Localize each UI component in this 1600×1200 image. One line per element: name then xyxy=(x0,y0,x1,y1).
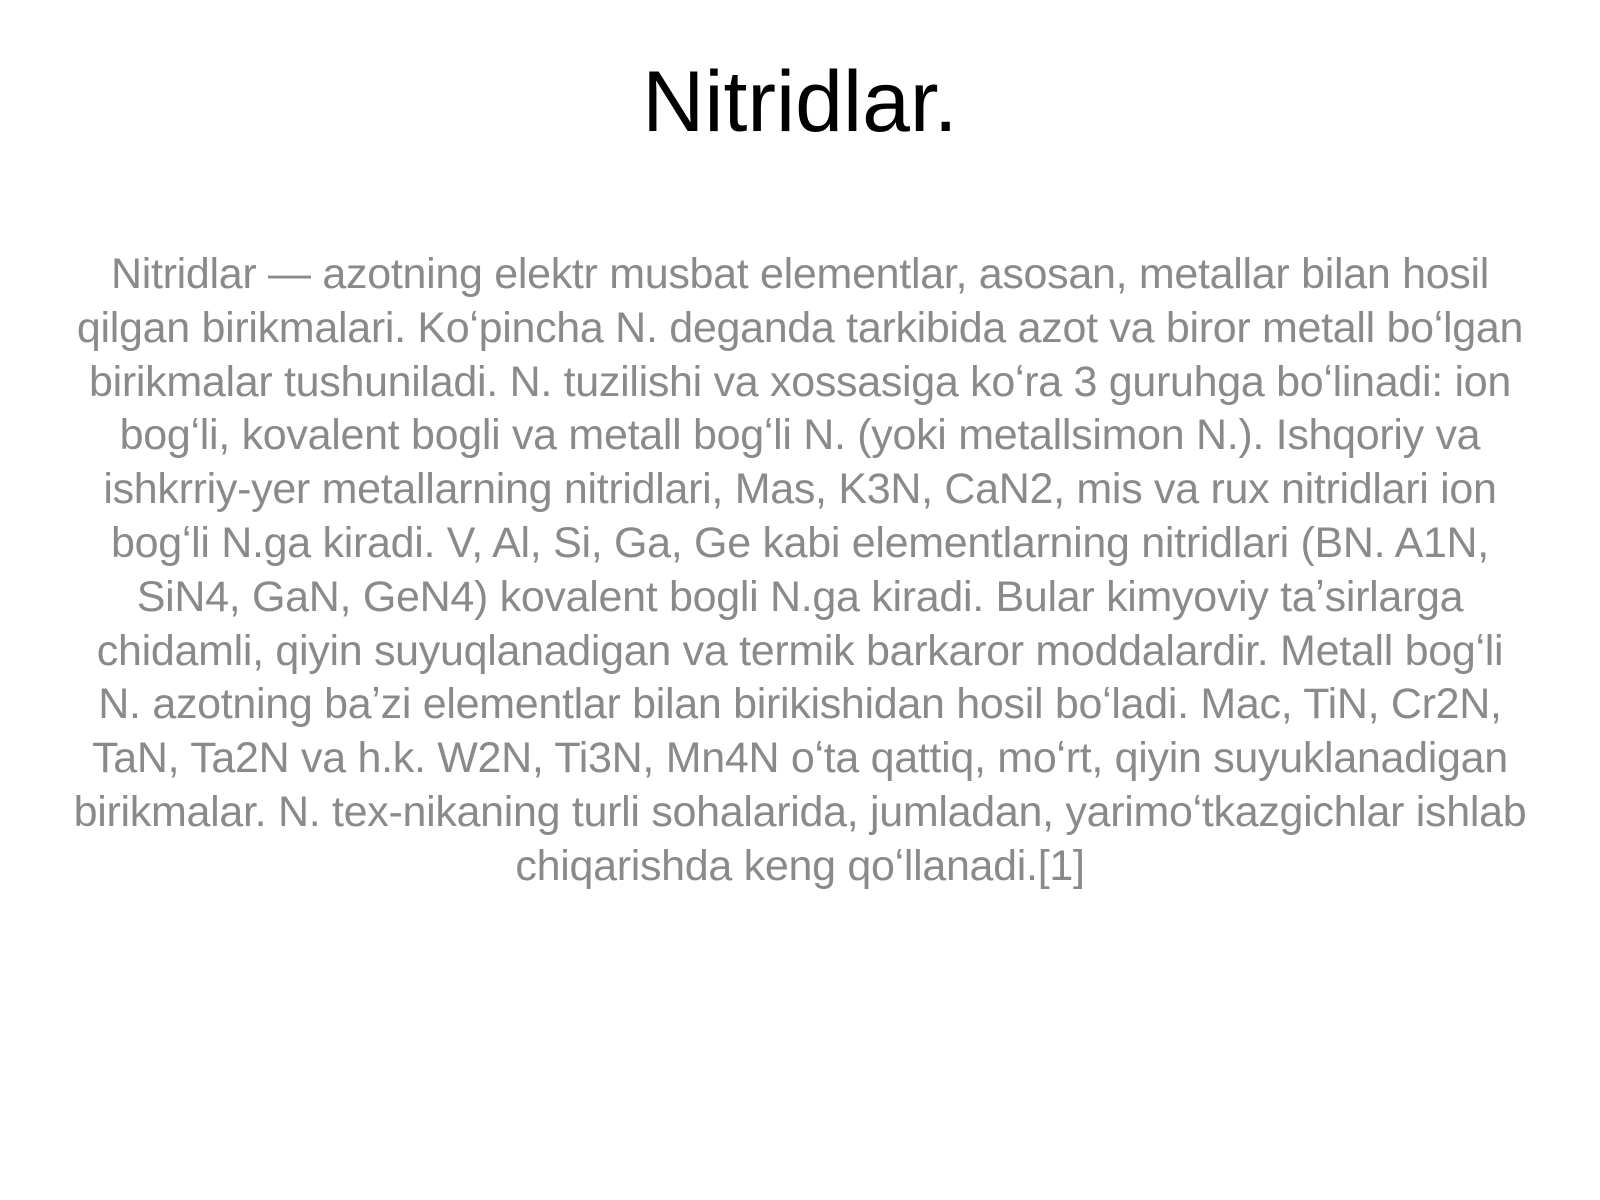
slide-title: Nitridlar. xyxy=(642,54,958,150)
slide-body-text: Nitridlar — azotning elektr musbat elementlar, asosan, metallar bilan hosil qilgan birikmalari. Koʻpincha N. deganda tarkibida azot va biror metall boʻlgan birikmalar tushuniladi. N. tuzilishi va xossasiga koʻra 3 guruhga boʻlinadi: ion bogʻli, kovalent bogli va metall bogʻli N. (yoki metallsimon N.). Ishqoriy va ishkrriy-yer metallarning nitridlari, Mas, K3N, CaN2, mis va rux nitridlari ion bogʻli N.ga kiradi. V, Al, Si, Ga, Ge kabi elementlarning nitridlari (BN. A1N, SiN4, GaN, GeN4) kovalent bogli N.ga kiradi. Bular kimyoviy taʼsirlarga chidamli, qiyin suyuqlanadigan va termik barkaror moddalardir. Metall bogʻli N. azotning baʼzi elementlar bilan birikishidan hosil boʻladi. Mac, TiN, Cr2N, TaN, Ta2N va h.k. W2N, Ti3N, Mn4N oʻta qattiq, moʻrt, qiyin suyuklanadigan birikmalar. N. tex-nikaning turli sohalarida, jumladan, yarimoʻtkazgichlar ishlab chiqarishda keng qoʻllanadi.[1] xyxy=(73,250,1527,890)
